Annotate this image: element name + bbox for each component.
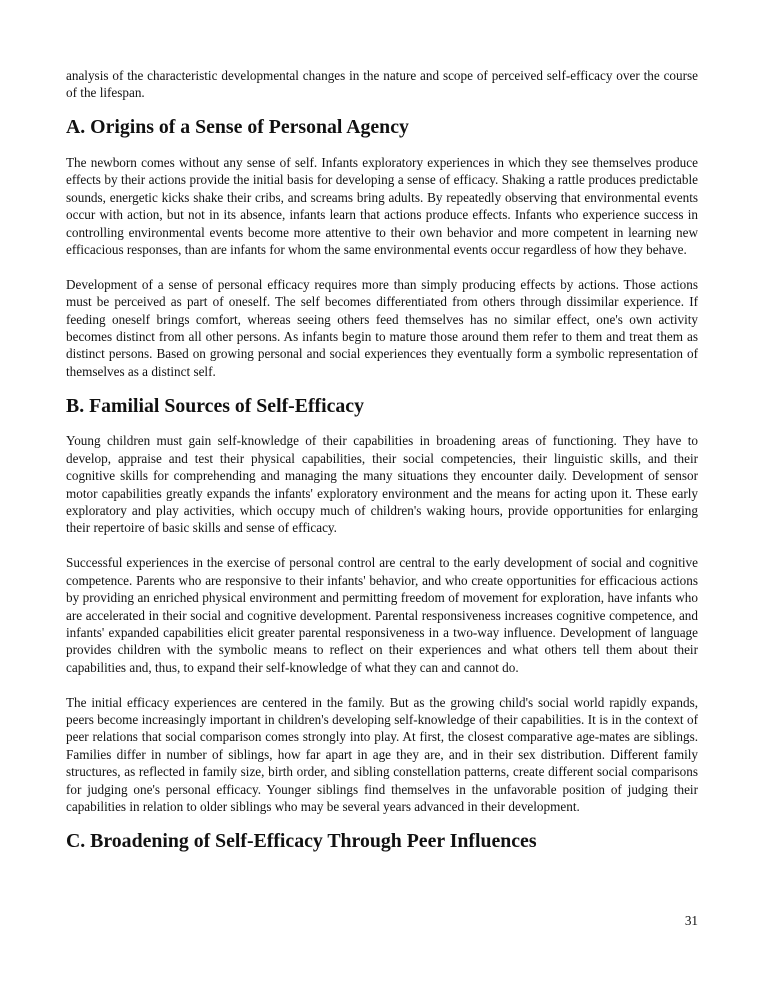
section-heading-b: B. Familial Sources of Self-Efficacy <box>66 394 364 417</box>
page-number: 31 <box>684 913 698 928</box>
section-heading-c: C. Broadening of Self-Efficacy Through Peer Influences <box>66 829 537 852</box>
document-page <box>66 67 698 868</box>
intro-paragraph: analysis of the characteristic developmental changes in the nature and scope of perceived self-efficacy over the course of the lifespan. <box>66 68 698 101</box>
section-a-paragraph-1: The newborn comes without any sense of self. Infants exploratory experiences in which they see themselves produce effects by their actions provide the initial basis for developing a sense of efficacy. Shaking a rattle produces predictable sounds, energetic kicks shake their cribs, and screams bring adults. By repeatedly observing that environmental events occur with action, but not in its absence, infants learn that actions produce effects. Infants who experience success in controlling environmental events become more attentive to their own behavior and more competent in learning new efficacious responses, than are infants for whom the same environmental events occur regardless of how they behave. <box>66 155 698 258</box>
section-a-paragraph-2: Development of a sense of personal efficacy requires more than simply producing effects by actions. Those actions must be perceived as part of oneself. The self becomes differentiated from others through dissimilar experience. If feeding oneself brings comfort, whereas seeing others feed themselves has no similar effect, one's own activity becomes distinct from all other persons. As infants begin to mature those around them refer to them and treat them as distinct persons. Based on growing personal and social experiences they eventually form a symbolic representation of themselves as a distinct self. <box>66 276 698 379</box>
section-b-paragraph-3: The initial efficacy experiences are centered in the family. But as the growing child's social world rapidly expands, peers become increasingly important in children's developing self-knowledge of their capabilities. It is in the context of peer relations that social comparison comes strongly into play. At first, the closest comparative age-mates are siblings. Families differ in number of siblings, how far apart in age they are, and in their sex distribution. Different family structures, as reflected in family size, birth order, and sibling constellation patterns, create different social comparisons for judging one's personal efficacy. Younger siblings find themselves in the unfavorable position of judging their capabilities in relation to older siblings who may be several years advanced in their development. <box>66 694 698 814</box>
section-b-paragraph-1: Young children must gain self-knowledge of their capabilities in broadening areas of functioning. They have to develop, appraise and test their physical capabilities, their social competencies, their linguistic skills, and their cognitive skills for comprehending and managing the many situations they encounter daily. Development of sensor motor capabilities greatly expands the infants' exploratory environment and the means for acting upon it. These early exploratory and play activities, which occupy much of children's waking hours, provide opportunities for enlarging their repertoire of basic skills and sense of efficacy. <box>66 433 698 536</box>
section-heading-a: A. Origins of a Sense of Personal Agency <box>66 116 409 139</box>
section-b-paragraph-2: Successful experiences in the exercise of personal control are central to the early development of social and cognitive competence. Parents who are responsive to their infants' behavior, and who create opportunities for efficacious actions by providing an enriched physical environment and permitting freedom of movement for exploration, have infants who are accelerated in their social and cognitive development. Parental responsiveness increases cognitive competence, and infants' expanded capabilities elicit greater parental responsiveness in a two-way influence. Development of language provides children with the symbolic means to reflect on their experiences and what others tell them about their capabilities and, thus, to expand their self-knowledge of what they can and cannot do. <box>66 555 698 675</box>
